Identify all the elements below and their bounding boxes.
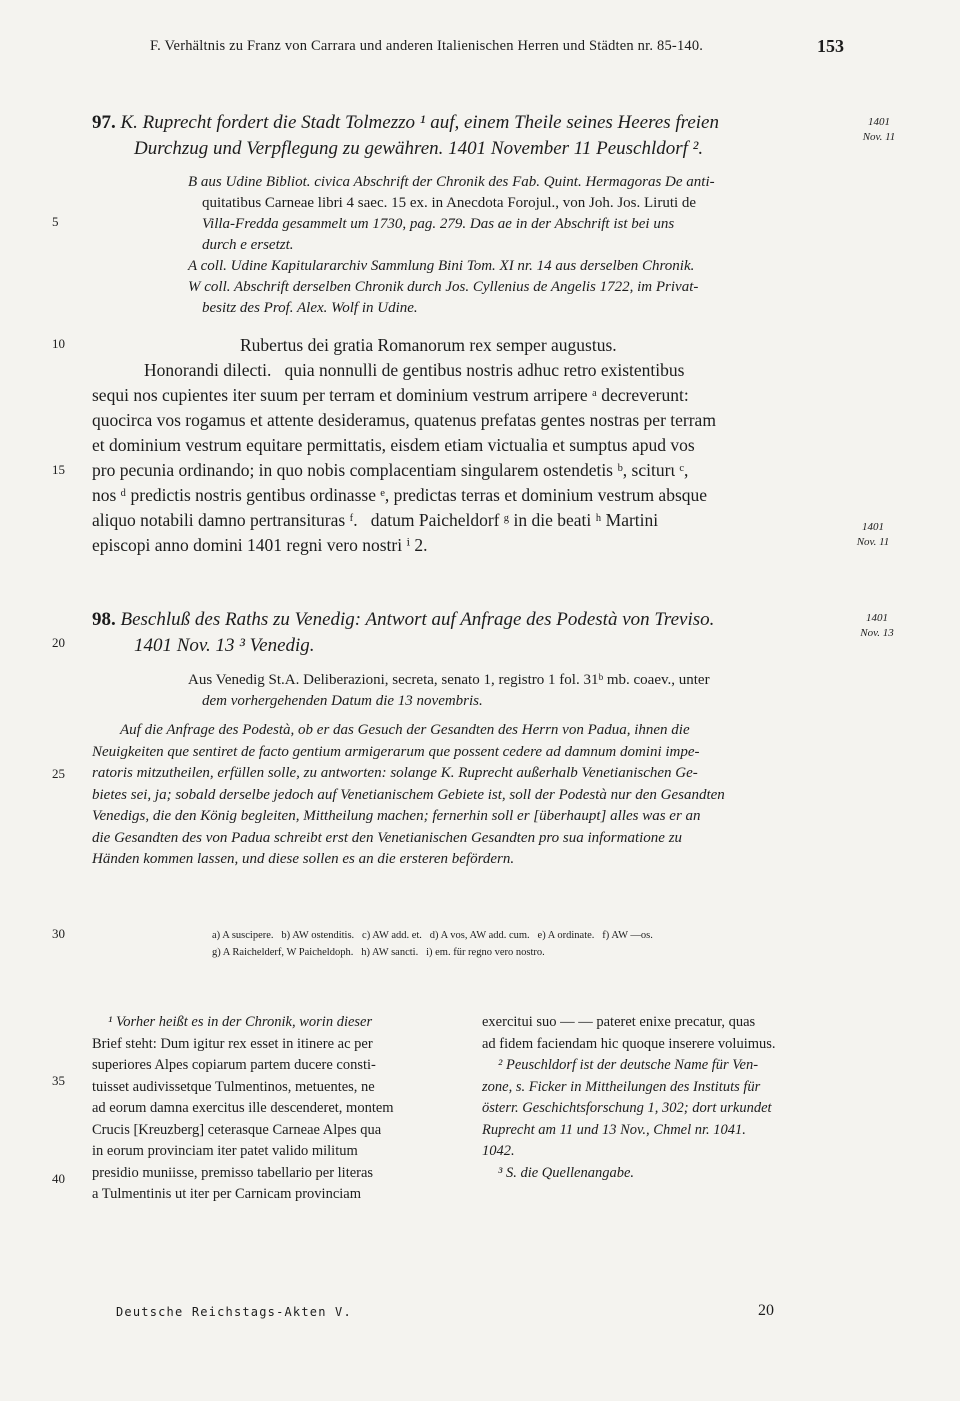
footnotes-right-column	[482, 1012, 852, 1184]
text-line: Honorandi dilecti. quia nonnulli de gentibus nostris adhuc retro existentibus	[144, 360, 685, 380]
text-line: nos ᵈ predictis nostris gentibus ordinasse ᵉ, predictas terras et dominium vestrum absque	[92, 485, 708, 505]
footnote-line: ¹ Vorher heißt es in der Chronik, worin dieser	[108, 1014, 373, 1030]
source-line: durch e ersetzt.	[202, 237, 294, 253]
text-line: quocirca vos rogamus et attente desideramus, quatenus prefatas gentes nostras per terram	[92, 410, 716, 430]
text-line: et dominium vestrum equitare permittatis, eisdem etiam victualia et sumptus apud vos	[92, 435, 695, 455]
doc97-heading	[92, 110, 852, 162]
footnotes-left-column	[92, 1012, 462, 1206]
margin-note-year: 1401	[868, 116, 890, 128]
regest-line: die Gesandten des von Padua schreibt erst den Venetianischen Gesandten pro sua informatione zu	[92, 829, 683, 846]
regest-line: Venedigs, die den König begleiten, Mittheilung machen; fernerhin soll er [überhaupt] alles was er an	[92, 808, 701, 824]
footnote-line: ad eorum damna exercitus ille descenderet, montem	[92, 1100, 394, 1116]
footnote-line: ³ S. die Quellenangabe.	[498, 1164, 635, 1181]
doc98-heading	[92, 607, 852, 659]
source-line: dem vorhergehenden Datum die 13 novembris.	[202, 693, 483, 709]
doc98-number: 98.	[92, 609, 116, 630]
line-number: 30	[52, 926, 65, 941]
footer-collection: Deutsche Reichstags-Akten V.	[116, 1305, 352, 1319]
regest-line: ratoris mitzutheilen, erfüllen solle, zu antworten: solange K. Ruprecht außerhalb Venetianischen Ge-	[92, 765, 698, 781]
margin-note-day: Nov. 11	[856, 536, 890, 548]
margin-note-date	[856, 115, 902, 145]
source-line: A coll. Udine Kapitulararchiv Sammlung Bini Tom. XI nr. 14 aus derselben Chronik.	[188, 258, 695, 274]
doc97-text	[92, 333, 852, 558]
footnote-line: presidio muniisse, premisso tabellario per literas	[92, 1164, 374, 1181]
doc98-heading-line: 1401 Nov. 13 ³ Venedig.	[134, 635, 315, 656]
margin-note-year: 1401	[862, 521, 884, 533]
footnote-line: Brief steht: Dum igitur rex esset in itinere ac per	[92, 1035, 373, 1052]
footnote-line: ad fidem faciendam hic quoque inserere voluimus.	[482, 1035, 776, 1052]
footnote-line: superiores Alpes copiarum partem ducere consti-	[92, 1057, 376, 1073]
source-line: besitz des Prof. Alex. Wolf in Udine.	[202, 300, 418, 316]
source-line: W coll. Abschrift derselben Chronik durch Jos. Cyllenius de Angelis 1722, im Privat-	[188, 279, 699, 295]
line-number: 40	[52, 1171, 65, 1186]
footnote-line: österr. Geschichtsforschung 1, 302; dort urkundet	[482, 1100, 772, 1116]
margin-note-day: Nov. 13	[860, 627, 894, 639]
source-line: B aus Udine Bibliot. civica Abschrift der Chronik des Fab. Quint. Hermagoras De anti-	[188, 174, 715, 190]
line-number: 35	[52, 1073, 65, 1088]
doc98-regest	[92, 720, 852, 871]
line-number: 25	[52, 766, 65, 781]
margin-note-date	[850, 520, 896, 550]
critical-apparatus	[212, 927, 852, 961]
line-number: 5	[52, 214, 59, 229]
doc98-heading-line: Beschluß des Raths zu Venedig: Antwort auf Anfrage des Podestà von Treviso.	[120, 609, 715, 630]
regest-line: Neuigkeiten que sentiret de facto gentium armigerarum que possent cedere ad damnum domini impe-	[92, 743, 700, 760]
apparatus-line: g) A Raichelderf, W Paicheldoph. h) AW sancti. i) em. für regno vero nostro.	[212, 947, 545, 958]
text-line: sequi nos cupientes iter suum per terram et dominium vestrum arripere ᵃ decreverunt:	[92, 385, 689, 405]
margin-note-year: 1401	[866, 612, 888, 624]
source-line: Aus Venedig St.A. Deliberazioni, secreta, senato 1, registro 1 fol. 31ᵇ mb. coaev., unter	[188, 672, 710, 688]
doc98-source	[188, 670, 850, 712]
footnote-line: in eorum provinciam iter patet valido militum	[92, 1143, 358, 1159]
source-line: Villa-Fredda gesammelt um 1730, pag. 279. Das ae in der Abschrift ist bei uns	[202, 216, 675, 232]
doc97-heading-line: Durchzug und Verpflegung zu gewähren. 1401 November 11 Peuschldorf ².	[134, 138, 704, 159]
footnote-line: 1042.	[482, 1143, 515, 1159]
footnote-line: tuisset audivissetque Tulmentinos, metuentes, ne	[92, 1078, 375, 1095]
line-number: 15	[52, 462, 65, 477]
text-line: episcopi anno domini 1401 regni vero nostri ⁱ 2.	[92, 535, 428, 555]
doc97-number: 97.	[92, 112, 116, 133]
line-number: 20	[52, 635, 65, 650]
footnote-line: zone, s. Ficker in Mittheilungen des Instituts für	[482, 1078, 761, 1095]
source-line: quitatibus Carneae libri 4 saec. 15 ex. in Anecdota Forojul., von Joh. Jos. Liruti de	[202, 195, 697, 211]
footnote-line: ² Peuschldorf ist der deutsche Name für Ven-	[498, 1057, 759, 1073]
footnote-line: exercitui suo — — pateret enixe precatur, quas	[482, 1014, 756, 1030]
doc97-heading-line: K. Ruprecht fordert die Stadt Tolmezzo ¹ auf, einem Theile seines Heeres freien	[120, 112, 719, 133]
margin-note-day: Nov. 11	[862, 131, 896, 143]
page-number: 153	[817, 36, 844, 56]
text-line: pro pecunia ordinando; in quo nobis complacentiam singularem ostendetis ᵇ, sciturι ᶜ,	[92, 460, 689, 480]
apparatus-line: a) A suscipere. b) AW ostenditis. c) AW add. et. d) A vos, AW add. cum. e) A ordinate. f) AW —os.	[212, 930, 653, 941]
regest-line: Auf die Anfrage des Podestà, ob er das Gesuch der Gesandten des Herrn von Padua, ihnen die	[120, 722, 690, 738]
margin-note-date	[854, 611, 900, 641]
running-head: F. Verhältnis zu Franz von Carrara und anderen Italienischen Herren und Städten nr. 85-140.	[150, 38, 704, 54]
footnote-line: Ruprecht am 11 und 13 Nov., Chmel nr. 1041.	[482, 1121, 746, 1138]
regest-line: Händen kommen lassen, und diese sollen es an die ersteren befördern.	[92, 851, 515, 867]
doc97-source	[188, 172, 850, 319]
regest-line: bietes sei, ja; sobald derselbe jedoch auf Venetianischem Gebiete ist, soll der Podestà nur den Gesandten	[92, 786, 725, 803]
line-number: 10	[52, 336, 65, 351]
footer-signature: 20	[758, 1302, 774, 1319]
text-line: Rubertus dei gratia Romanorum rex semper augustus.	[240, 335, 617, 355]
footnote-line: Crucis [Kreuzberg] ceterasque Carneae Alpes qua	[92, 1121, 382, 1138]
text-line: aliquo notabili damno pertransituras ᶠ. datum Paicheldorf ᵍ in die beati ʰ Martini	[92, 510, 659, 530]
footnote-line: a Tulmentinis ut iter per Carnicam provinciam	[92, 1186, 362, 1202]
